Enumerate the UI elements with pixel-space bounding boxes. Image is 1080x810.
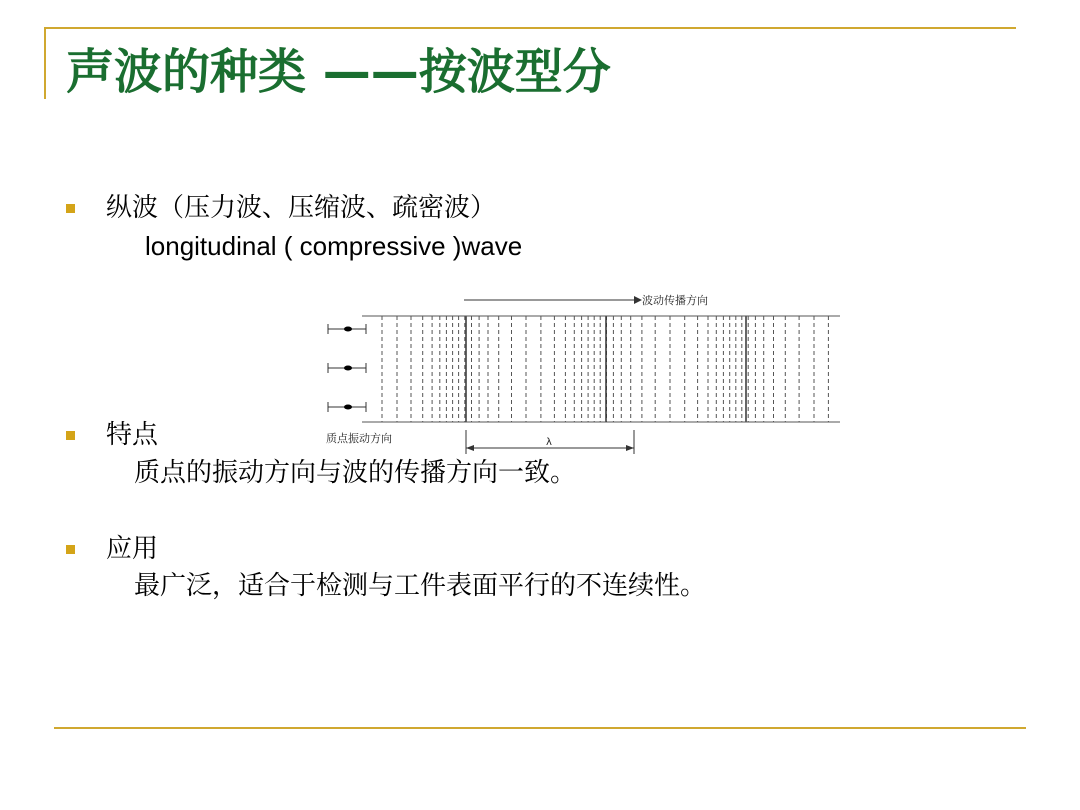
vibration-direction-label: 质点振动方向 [326,432,392,445]
top-border-line [44,27,1016,29]
propagation-arrow [464,296,642,304]
longitudinal-wave-diagram [322,288,846,454]
bullet-detail-longitudinal-en: longitudinal ( compressive )wave [145,231,523,261]
bullet-marker-3 [66,545,75,554]
bullet-heading-applications: 应用 [106,534,159,564]
slide-title: 声波的种类 ——按波型分 [66,44,611,100]
bullet-heading-features: 特点 [106,420,159,450]
bullet-heading-longitudinal: 纵波（压力波、压缩波、疏密波） [106,193,497,223]
left-border-line [44,27,46,99]
bullet-marker-1 [66,204,75,213]
bullet-detail-features: 质点的振动方向与波的传播方向一致。 [134,458,577,488]
propagation-direction-label: 波动传播方向 [642,294,708,307]
wave-compression-lines [382,316,828,422]
bullet-detail-applications: 最广泛，适合于检测与工件表面平行的不连续性。 [134,571,707,601]
bottom-border-line [54,727,1026,729]
wavelength-label: λ [546,437,552,448]
bullet-marker-2 [66,431,75,440]
particle-vibration-markers [328,324,366,412]
